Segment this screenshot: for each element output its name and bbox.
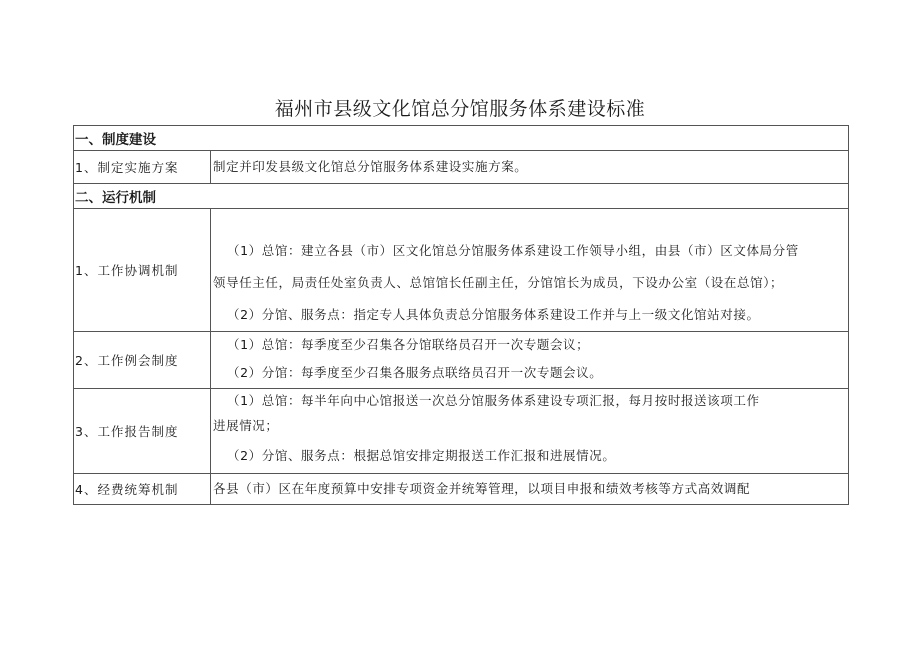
content-line: 进展情况； — [213, 418, 279, 433]
row-label: 4、经费统筹机制 — [74, 474, 211, 505]
table-row — [74, 474, 849, 505]
section-row — [74, 184, 849, 209]
section-row — [74, 126, 849, 151]
standards-table — [73, 125, 849, 505]
document-title: 福州市县级文化馆总分馆服务体系建设标准 — [274, 98, 646, 120]
row-content — [211, 389, 849, 474]
table-row — [74, 332, 849, 389]
row-content — [211, 151, 849, 184]
content-line: （2）分馆、服务点：根据总馆安排定期报送工作汇报和进展情况。 — [227, 448, 616, 463]
section-heading: 二、运行机制 — [74, 184, 849, 209]
table-row — [74, 209, 849, 332]
table-row — [74, 151, 849, 184]
content-line: 各县（市）区在年度预算中安排专项资金并统筹管理，以项目申报和绩效考核等方式高效调配 — [213, 481, 751, 496]
table-row — [74, 389, 849, 474]
content-line: （1）总馆：每半年向中心馆报送一次总分馆服务体系建设专项汇报，每月按时报送该项工作 — [227, 393, 760, 408]
row-content — [211, 209, 849, 332]
content-line: （2）分馆：每季度至少召集各服务点联络员召开一次专题会议。 — [227, 365, 603, 380]
content-line: 领导任主任，局责任处室负责人、总馆馆长任副主任，分馆馆长为成员，下设办公室（设在总馆）； — [213, 275, 784, 290]
row-label: 1、制定实施方案 — [74, 151, 211, 184]
content-line: 制定并印发县级文化馆总分馆服务体系建设实施方案。 — [213, 159, 528, 174]
row-label: 1、工作协调机制 — [74, 209, 211, 332]
content-line: （2）分馆、服务点：指定专人具体负责总分馆服务体系建设工作并与上一级文化馆站对接。 — [227, 307, 760, 322]
row-content — [211, 474, 849, 505]
content-line: （1）总馆：建立各县（市）区文化馆总分馆服务体系建设工作领导小组，由县（市）区文体局分管 — [227, 243, 799, 258]
row-label: 2、工作例会制度 — [74, 332, 211, 389]
row-content — [211, 332, 849, 389]
section-heading: 一、制度建设 — [74, 126, 849, 151]
row-label: 3、工作报告制度 — [74, 389, 211, 474]
content-line: （1）总馆：每季度至少召集各分馆联络员召开一次专题会议； — [227, 337, 590, 352]
